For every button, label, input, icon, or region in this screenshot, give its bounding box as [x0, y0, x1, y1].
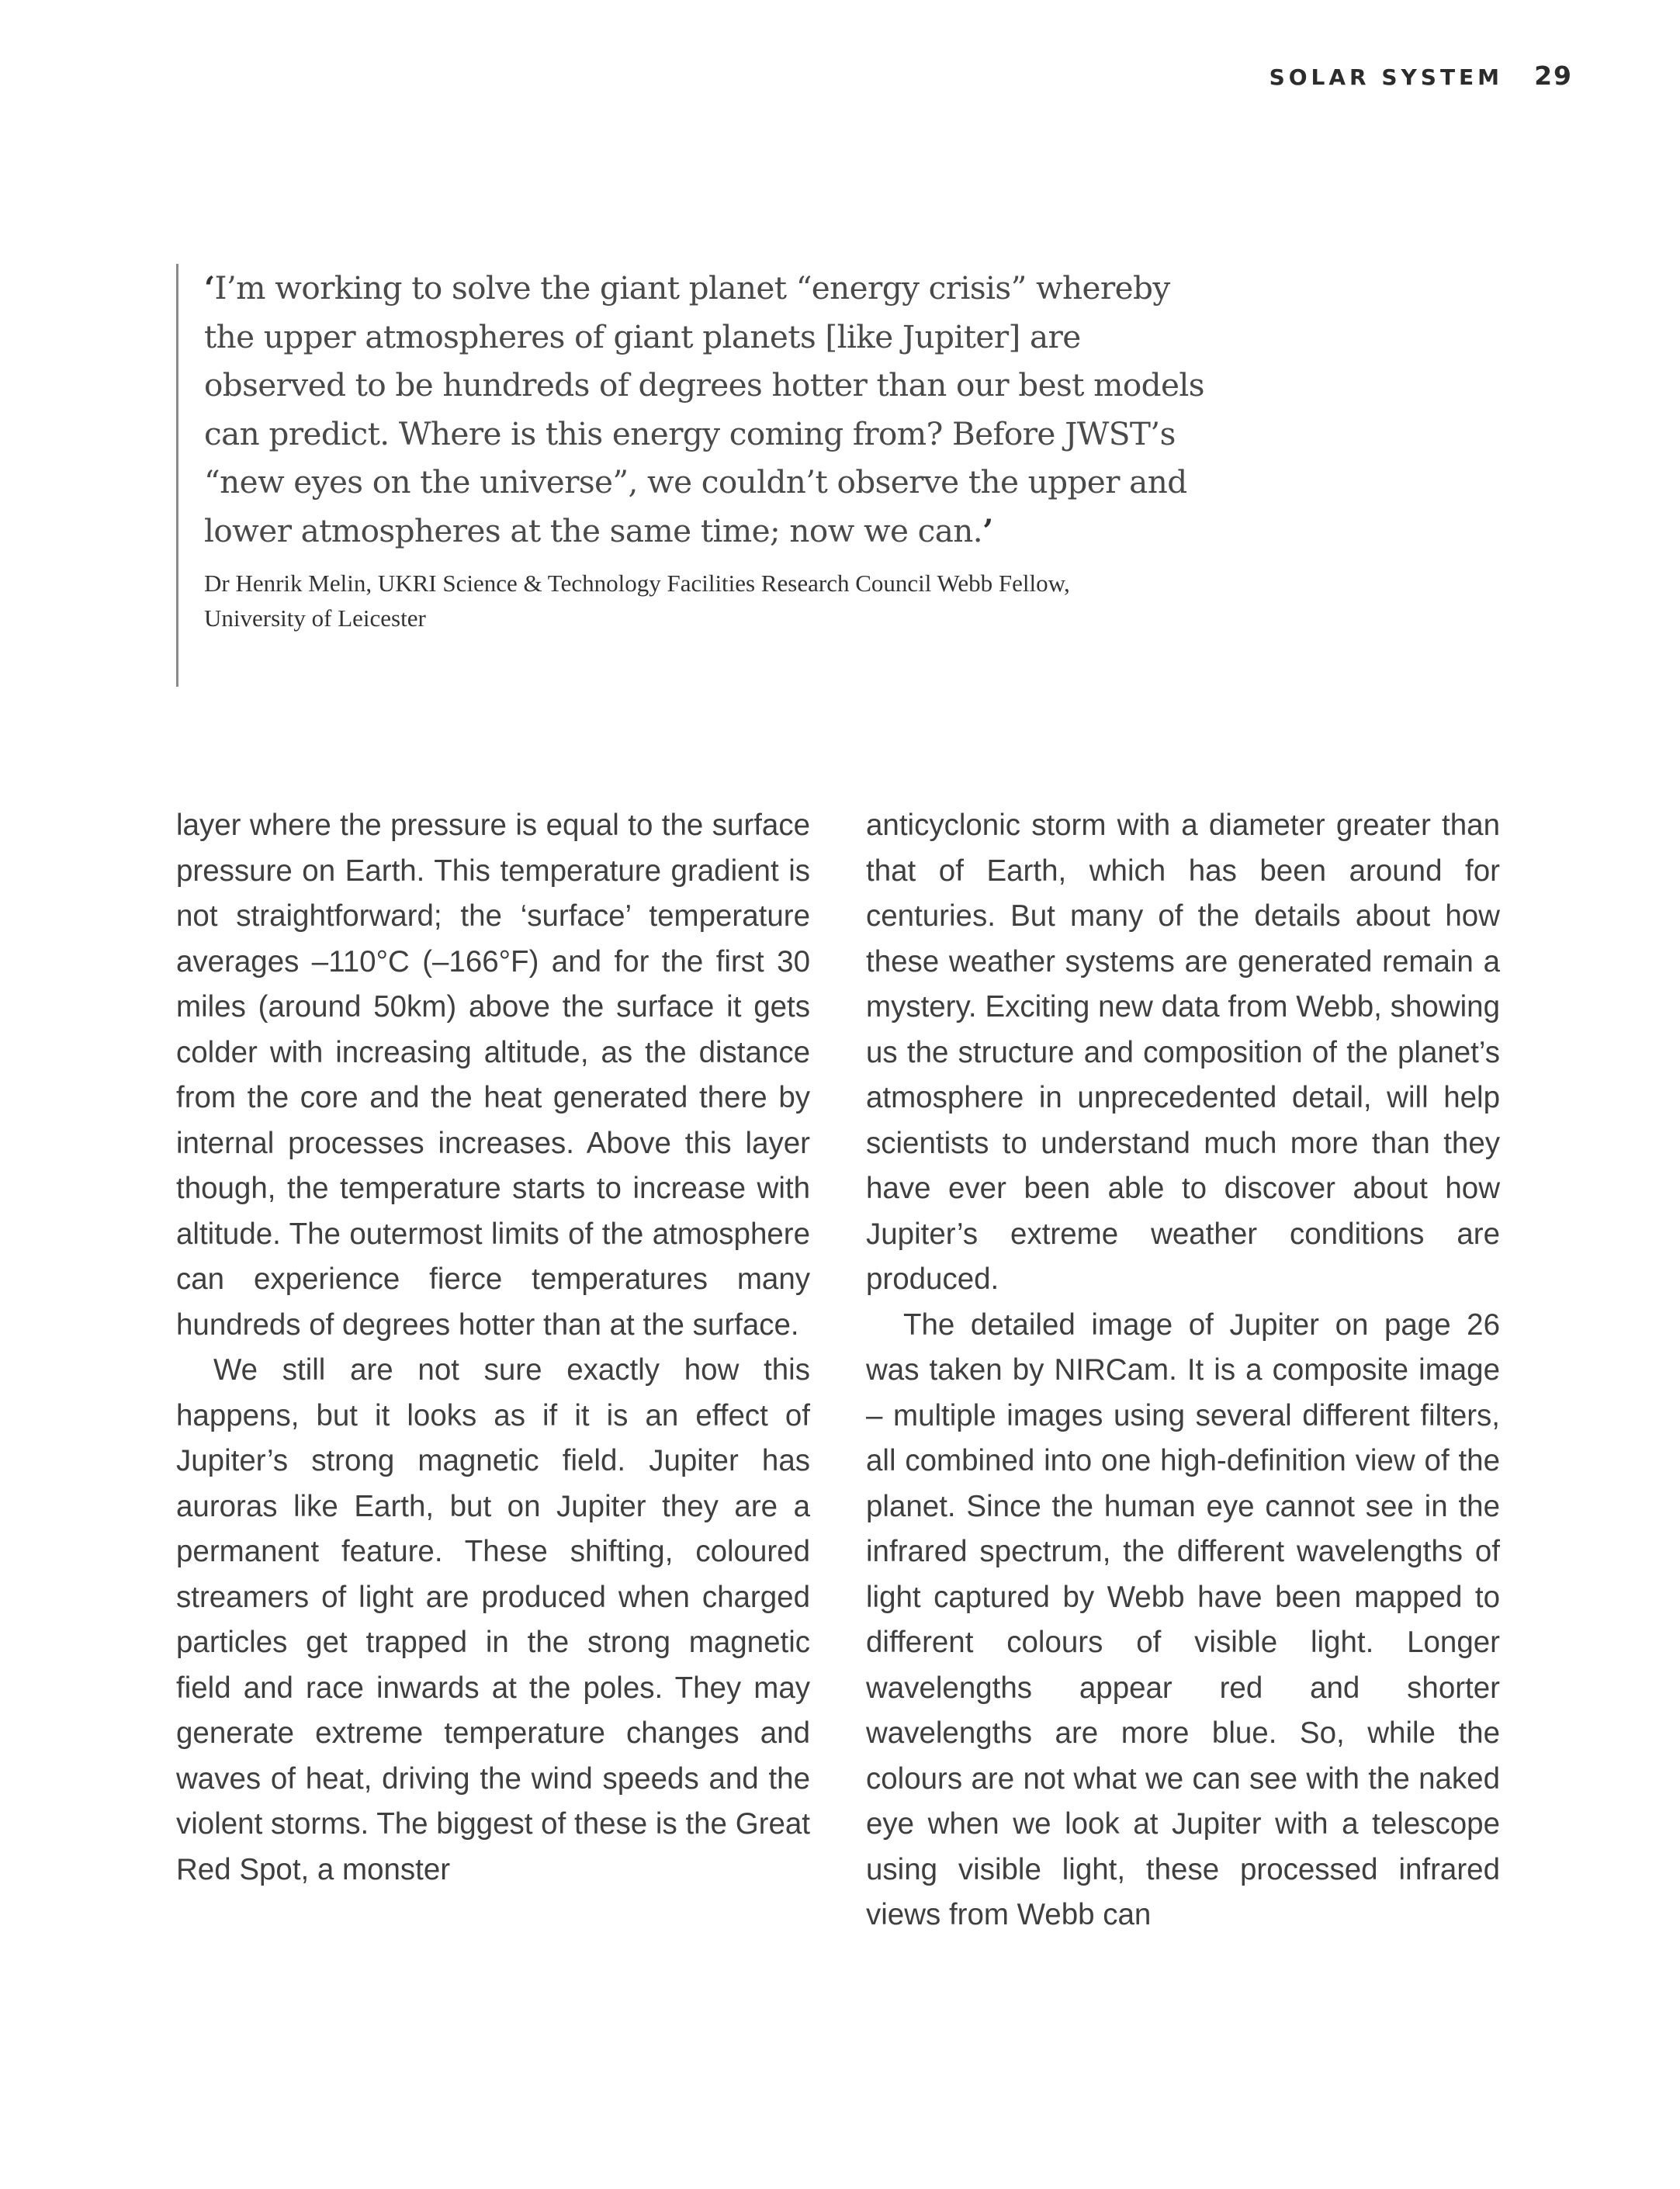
pull-quote: [176, 264, 1208, 687]
body-paragraph: The detailed image of Jupiter on page 26 was taken by NIRCam. It is a composite image – multiple images using several different filters, all combined into one high-definition view of the planet. Since the human eye cannot see in the infrared spectrum, the different wavelengths of light captured by Webb have been mapped to different colours of visible light. Longer wavelengths appear red and shorter wavelengths are more blue. So, while the colours are not what we can see with the naked eye when we look at Jupiter with a telescope using visible light, these processed infrared views from Webb can: [866, 1308, 1500, 1931]
body-columns: [176, 803, 1500, 1938]
quote-attribution: Dr Henrik Melin, UKRI Science & Technology Facilities Research Council Webb Fellow, University of Leicester: [204, 570, 1070, 632]
quote-text: I’m working to solve the giant planet “energy crisis” whereby the upper atmospheres of giant planets [like Jupiter] are observed to be hundreds of degrees hotter than our best models can predict. Where is this energy coming from? Before JWST’s “new eyes on the universe”, we couldn’t observe the upper and lower atmospheres at the same time; now we can.: [204, 269, 1204, 549]
left-column: [176, 803, 810, 1938]
body-paragraph: We still are not sure exactly how this happens, but it looks as if it is an effect of Jupiter’s strong magnetic field. Jupiter has auroras like Earth, but on Jupiter they are a permanent feature. These shifting, coloured streamers of light are produced when charged particles get trapped in the strong magnetic field and race inwards at the poles. They may generate extreme temperature changes and waves of heat, driving the wind speeds and the violent storms. The biggest of these is the Great Red Spot, a monster: [176, 1353, 810, 1886]
body-paragraph: anticyclonic storm with a diameter greater than that of Earth, which has been around for centuries. But many of the details about how these weather systems are generated remain a mystery. Exciting new data from Webb, showing us the structure and composition of the planet’s atmosphere in unprecedented detail, will help scientists to understand much more than they have ever been able to discover about how Jupiter’s extreme weather conditions are produced.: [866, 809, 1500, 1296]
open-quote-mark: ‘: [204, 269, 215, 307]
right-column: [866, 803, 1500, 1938]
quote-text-block: [204, 264, 1208, 555]
page-number: 29: [1534, 61, 1573, 91]
close-quote-mark: ’: [982, 511, 993, 549]
section-label: SOLAR SYSTEM: [1269, 64, 1504, 90]
body-paragraph: layer where the pressure is equal to the surface pressure on Earth. This temperature gradient is not straightforward; the ‘surface’ temperature averages –110°C (–166°F) and for the first 30 miles (around 50km) above the surface it gets colder with increasing altitude, as the distance from the core and the heat generated there by internal processes increases. Above this layer though, the temperature starts to increase with altitude. The outermost limits of the atmosphere can experience fierce temperatures many hundreds of degrees hotter than at the surface.: [176, 809, 810, 1342]
running-head: [1270, 61, 1573, 91]
